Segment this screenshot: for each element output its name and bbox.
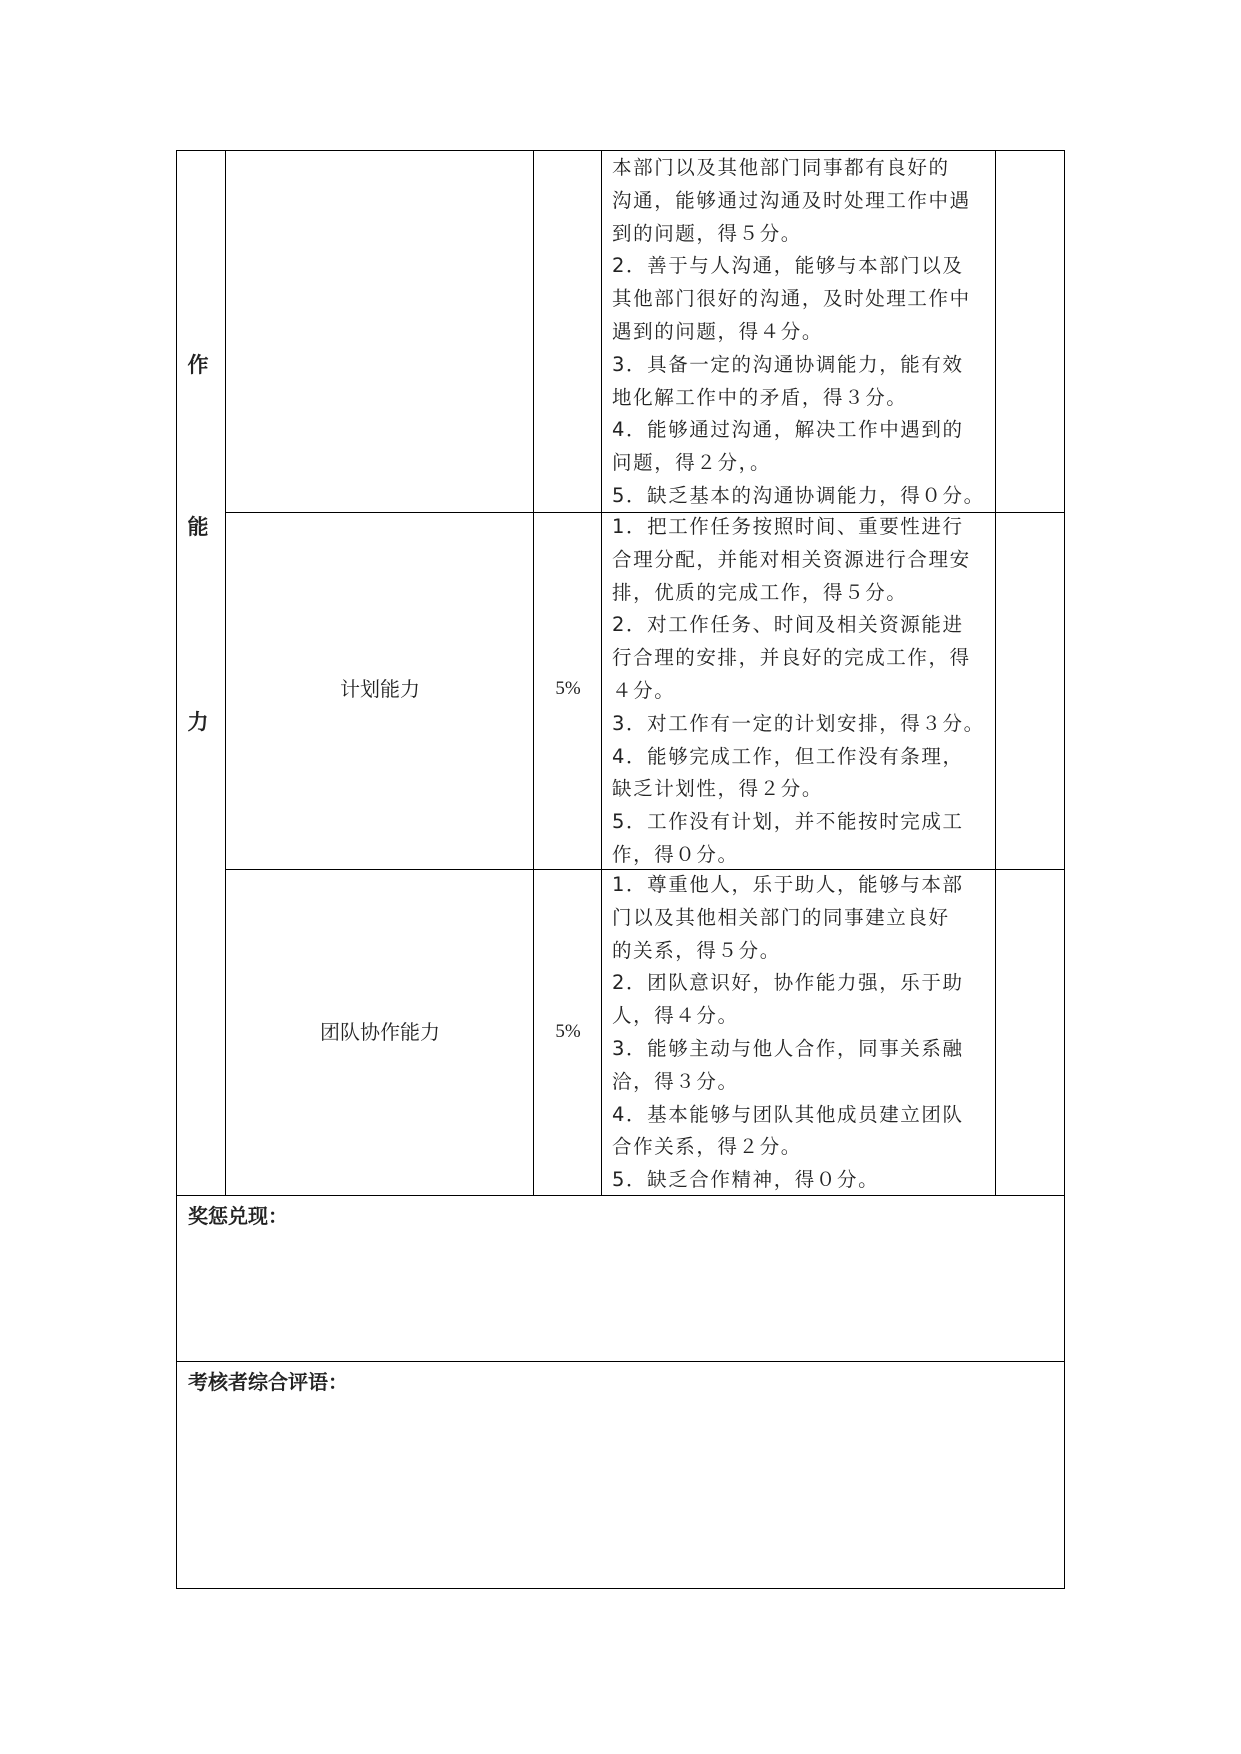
criteria-line: 4．能够通过沟通，解决工作中遇到的 [612, 418, 964, 442]
criteria-line: 1．把工作任务按照时间、重要性进行 [612, 515, 964, 538]
criteria-line: 作，得０分。 [612, 842, 739, 866]
criteria-line: 人，得４分。 [612, 1004, 739, 1028]
criteria-line: 遇到的问题，得４分。 [612, 319, 824, 343]
criteria-line: ４分。 [612, 678, 676, 702]
criteria-line: 5．工作没有计划，并不能按时完成工 [612, 810, 964, 834]
comments-label: 考核者综合评语： [188, 1370, 348, 1394]
column-divider-criteria [995, 150, 996, 1195]
criteria-line: 到的问题，得５分。 [612, 221, 802, 245]
row-2-item-name: 计划能力 [340, 677, 420, 701]
criteria-line: 合作关系，得２分。 [612, 1135, 802, 1159]
criteria-line: 缺乏计划性，得２分。 [612, 777, 824, 801]
criteria-line: 2．善于与人沟通，能够与本部门以及 [612, 254, 964, 278]
criteria-line: 1．尊重他人，乐于助人，能够与本部 [612, 873, 964, 896]
criteria-line: 沟通，能够通过沟通及时处理工作中遇 [612, 188, 971, 212]
table-border-top [176, 150, 1065, 151]
criteria-line: 行合理的安排，并良好的完成工作，得 [612, 646, 971, 670]
row-2-weight: 5% [555, 678, 581, 699]
criteria-line: 其他部门很好的沟通，及时处理工作中 [612, 287, 971, 311]
rewards-label: 奖惩兑现： [188, 1204, 288, 1228]
row-3-criteria [612, 869, 990, 1197]
criteria-line: 合理分配，并能对相关资源进行合理安 [612, 547, 971, 571]
criteria-line: 的关系，得５分。 [612, 938, 781, 962]
criteria-line: 问题，得２分，。 [612, 451, 772, 475]
criteria-line: 2．团队意识好，协作能力强，乐于助 [612, 971, 964, 995]
criteria-line: 5．缺乏基本的沟通协调能力，得０分。 [612, 483, 985, 507]
row-3-weight: 5% [555, 1021, 581, 1042]
row-1-criteria [612, 152, 990, 513]
criteria-line: 4．能够完成工作，但工作没有条理， [612, 744, 964, 768]
criteria-line: 门以及其他相关部门的同事建立良好 [612, 905, 950, 929]
criteria-line: 3．具备一定的沟通协调能力，能有效 [612, 352, 964, 376]
criteria-line: 2．对工作任务、时间及相关资源能进 [612, 613, 964, 637]
table-border-bottom [176, 1588, 1065, 1589]
row-2-criteria [612, 511, 990, 872]
row-3-item-name: 团队协作能力 [320, 1020, 440, 1044]
category-char-2: 能 [187, 515, 209, 539]
criteria-line: 地化解工作中的矛盾，得３分。 [612, 385, 908, 409]
category-char-1: 作 [187, 353, 209, 377]
criteria-line: 3．对工作有一定的计划安排，得３分。 [612, 711, 985, 735]
criteria-line: 排，优质的完成工作，得５分。 [612, 580, 908, 604]
table-divider-comments [176, 1361, 1065, 1362]
category-char-3: 力 [187, 710, 209, 734]
criteria-line: 本部门以及其他部门同事都有良好的 [612, 156, 950, 179]
criteria-line: 5．缺乏合作精神，得０分。 [612, 1168, 880, 1192]
criteria-line: 洽，得３分。 [612, 1069, 739, 1093]
table-border-right [1064, 150, 1065, 1588]
criteria-line: 4．基本能够与团队其他成员建立团队 [612, 1102, 964, 1126]
criteria-line: 3．能够主动与他人合作，同事关系融 [612, 1036, 964, 1060]
table-border-left [176, 150, 177, 1588]
